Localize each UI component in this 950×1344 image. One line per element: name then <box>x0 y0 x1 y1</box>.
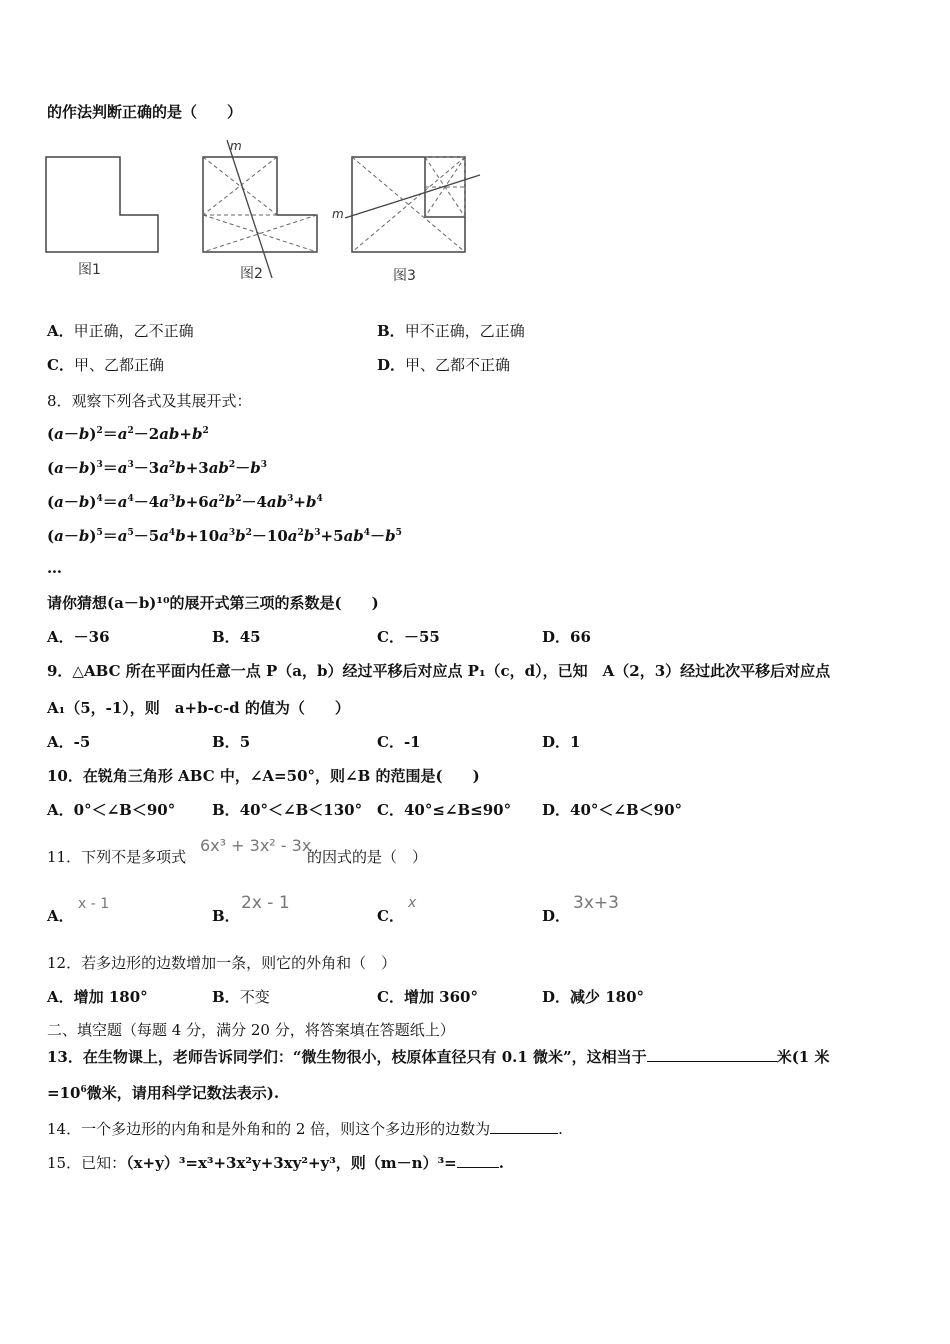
q7-stem: 的作法判断正确的是（ ） <box>47 103 243 121</box>
q11-polynomial: 6x³ + 3x² - 3x <box>200 836 312 855</box>
q11-option-d-key[interactable]: D． <box>542 907 571 925</box>
q11-option-c-text: x <box>408 895 417 911</box>
q10-option-a[interactable]: A．0°＜∠B＜90° <box>47 801 176 819</box>
figure2-m-label: m <box>230 139 242 153</box>
q15-line: 15．已知：（x+y）³=x³+3x²y+3xy²+y³，则（m－n）³= . <box>47 1154 504 1172</box>
q11-option-a-text: x - 1 <box>78 896 110 912</box>
q8-stem: 8．观察下列各式及其展开式： <box>47 392 252 410</box>
q12-option-c[interactable]: C．增加 360° <box>377 988 478 1006</box>
q8-option-d[interactable]: D．66 <box>542 628 591 646</box>
q8-ellipsis: … <box>47 559 62 577</box>
q11-stem-a: 11．下列不是多项式 <box>47 848 187 866</box>
q8-formula-4: $(a-b)^5=a^5-5a^4b+10a^3b^2-10a^2b^3+5ab^4-b^5$ <box>47 527 402 545</box>
q7-option-a[interactable]: A．甲正确，乙不正确 <box>47 322 194 340</box>
q12-option-a[interactable]: A．增加 180° <box>47 988 148 1006</box>
figure3-line-m <box>345 175 480 218</box>
q8-option-b[interactable]: B．45 <box>212 628 261 646</box>
figure2-caption: 图2 <box>240 266 263 282</box>
q8-formula-3: $(a-b)^4=a^4-4a^3b+6a^2b^2-4ab^3+b^4$ <box>47 493 323 511</box>
q11-option-b-text: 2x - 1 <box>241 893 290 913</box>
q13-line-1: 13．在生物课上，老师告诉同学们：“微生物很小，枝原体直径只有 0.1 微米”，这相当于 米(1 米 <box>47 1048 830 1066</box>
q9-option-d[interactable]: D．1 <box>542 733 581 751</box>
q12-option-b[interactable]: B．不变 <box>212 988 270 1006</box>
q11-option-b-key[interactable]: B． <box>212 907 240 925</box>
q10-option-d[interactable]: D．40°＜∠B＜90° <box>542 801 683 819</box>
q9-option-b[interactable]: B．5 <box>212 733 251 751</box>
figure1-caption: 图1 <box>78 262 101 278</box>
q13-answer-blank[interactable] <box>647 1047 777 1062</box>
q8-formula-2: $(a-b)^3=a^3-3a^2b+3ab^2-b^3$ <box>47 459 267 477</box>
q8-option-c[interactable]: C．－55 <box>377 628 440 646</box>
q7-option-c[interactable]: C．甲、乙都正确 <box>47 356 164 374</box>
figure1-shape <box>46 157 158 252</box>
q14-answer-blank[interactable] <box>490 1119 558 1134</box>
figure2 <box>203 139 317 282</box>
q10-stem: 10．在锐角三角形 ABC 中，∠A=50°，则∠B 的范围是( ) <box>47 767 480 785</box>
q11-option-d-text: 3x+3 <box>573 893 619 913</box>
q10-option-c[interactable]: C．40°≤∠B≤90° <box>377 801 512 819</box>
q9-stem: 9．△ABC 所在平面内任意一点 P（a，b）经过平移后对应点 P₁（c，d），已知 A（2，3）经过此次平移后对应点 <box>47 662 831 680</box>
q11-option-a-key[interactable]: A． <box>47 907 74 925</box>
q15-answer-blank[interactable] <box>457 1153 499 1168</box>
q9-stem-2: A₁（5，-1），则 a+b-c-d 的值为（ ） <box>47 699 350 717</box>
q13-line-2: $=10^6$微米，请用科学记数法表示). <box>47 1084 280 1102</box>
q7-option-b[interactable]: B．甲不正确，乙正确 <box>377 322 525 340</box>
q11-stem-b: 的因式的是（ ） <box>307 848 428 866</box>
q12-stem: 12．若多边形的边数增加一条，则它的外角和（ ） <box>47 954 397 972</box>
section-2-heading: 二、填空题（每题 4 分，满分 20 分，将答案填在答题纸上） <box>47 1021 455 1039</box>
q10-option-b[interactable]: B．40°＜∠B＜130° <box>212 801 363 819</box>
q8-formula-1: $(a-b)^2=a^2-2ab+b^2$ <box>47 425 209 443</box>
q9-option-c[interactable]: C．-1 <box>377 733 421 751</box>
figure3 <box>332 157 480 284</box>
q11-option-c-key[interactable]: C． <box>377 907 404 925</box>
figure3-m-label: m <box>332 207 344 221</box>
q12-option-d[interactable]: D．减少 180° <box>542 988 645 1006</box>
q8-ask: 请你猜想(a－b)¹⁰的展开式第三项的系数是( ) <box>47 594 379 612</box>
q7-option-d[interactable]: D．甲、乙都不正确 <box>377 356 511 374</box>
figure2-line-m <box>227 140 272 278</box>
q14-line: 14．一个多边形的内角和是外角和的 2 倍，则这个多边形的边数为 . <box>47 1120 563 1138</box>
figure3-caption: 图3 <box>393 268 416 284</box>
q8-option-a[interactable]: A．－36 <box>47 628 110 646</box>
q9-option-a[interactable]: A．-5 <box>47 733 91 751</box>
q7-figures <box>40 130 560 290</box>
